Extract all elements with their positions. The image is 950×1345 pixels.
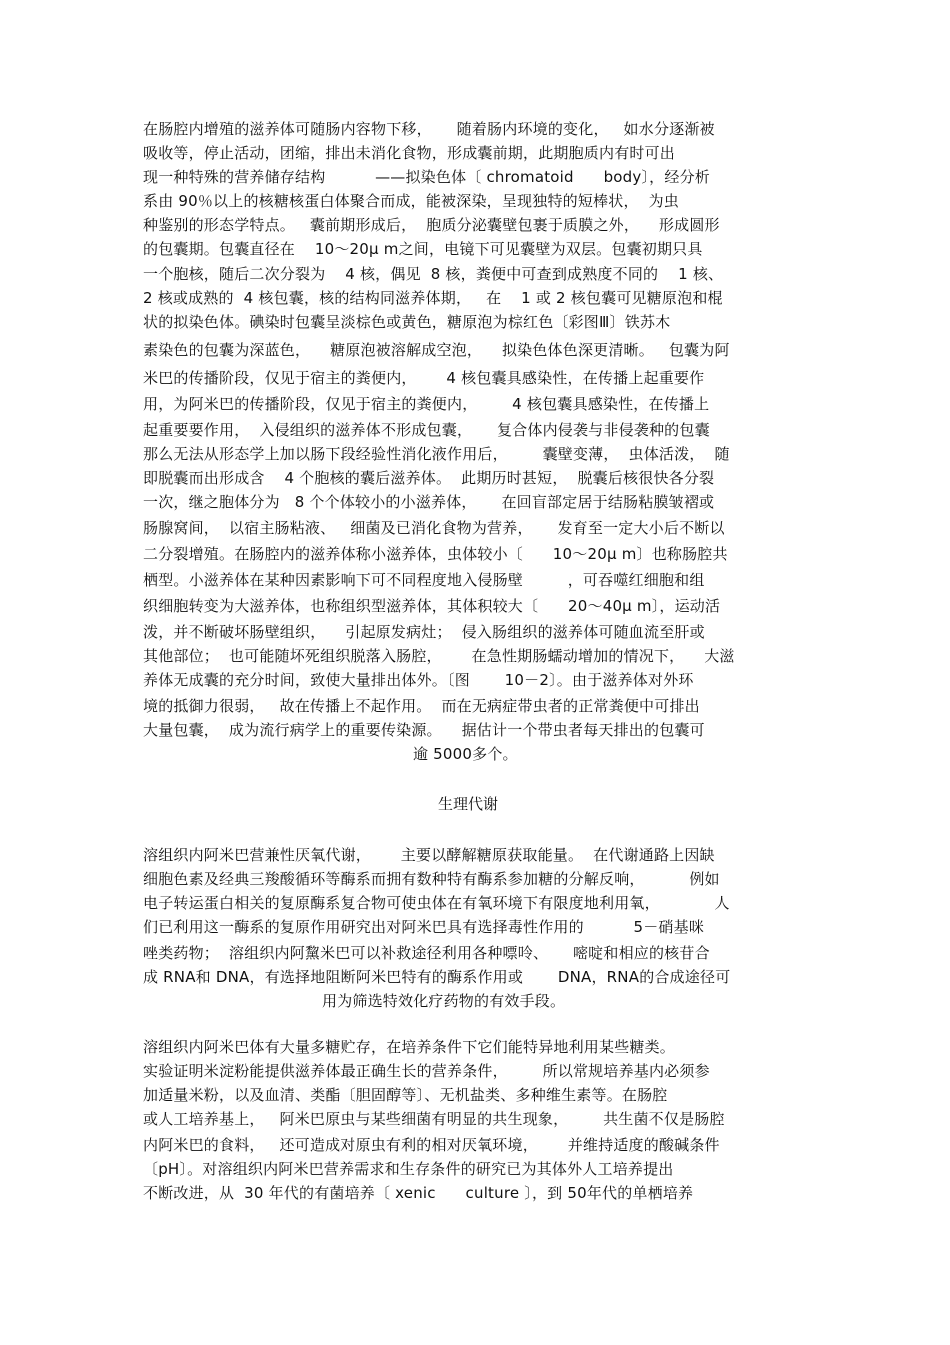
text-line: 种鉴别的形态学特点。 囊前期形成后， 胞质分泌囊壁包裹于质膜之外， 形成圆形 (143, 216, 720, 234)
text-line: 即脱囊而出形成含 4 个胞核的囊后滋养体。 此期历时甚短， 脱囊后核很快各分裂 (143, 469, 715, 487)
text-line: 泼，并不断破坏肠壁组织， 引起原发病灶； 侵入肠组织的滋养体可随血流至肝或 (143, 623, 705, 641)
text-line: 状的拟染色体。碘染时包囊呈淡棕色或黄色，糖原泡为棕红色〔彩图Ⅲ〕铁苏木 (143, 313, 671, 331)
text-line: 唑类药物； 溶组织内阿黧米巴可以补救途径利用各种嘌呤、 嘧啶和相应的核苷合 (143, 944, 710, 962)
text-line: 成 RNA和 DNA，有选择地阻断阿米巴特有的酶系作用或 DNA，RNA的合成途径可 (143, 968, 731, 986)
text-line: 逾 5000多个。 (413, 745, 518, 763)
text-line: 肠腺窝间， 以宿主肠粘液、 细菌及已消化食物为营养， 发育至一定大小后不断以 (143, 519, 725, 537)
section-heading: 生理代谢 (438, 795, 499, 813)
text-line: 的包囊期。包囊直径在 10～20μ m之间，电镜下可见囊壁为双层。包囊初期只具 (143, 240, 703, 258)
text-line: 织细胞转变为大滋养体，也称组织型滋养体，其体积较大〔 20～40μ m〕，运动活 (143, 597, 721, 615)
text-line: 或人工培养基上， 阿米巴原虫与某些细菌有明显的共生现象， 共生菌不仅是肠腔 (143, 1110, 725, 1128)
text-line: 栖型。小滋养体在某种因素影响下可不同程度地入侵肠壁 ，可吞噬红细胞和组 (143, 571, 705, 589)
text-line: 溶组织内阿米巴营兼性厌氧代谢， 主要以酵解糖原获取能量。 在代谢通路上因缺 (143, 846, 715, 864)
text-line: 不断改进，从 30 年代的有菌培养〔 xenic culture 〕，到 50年代的单栖培养 (143, 1184, 694, 1202)
text-line: 细胞色素及经典三羧酸循环等酶系而拥有数种特有酶系参加糖的分解反响， 例如 (143, 870, 720, 888)
text-line: 现一种特殊的营养储存结构 ——拟染色体〔 chromatoid body〕，经分析 (143, 168, 710, 186)
text-line: 一次，继之胞体分为 8 个个体较小的小滋养体， 在回盲部定居于结肠粘膜皱褶或 (143, 493, 715, 511)
text-line: 养体无成囊的充分时间，致使大量排出体外。〔图 10－2〕。由于滋养体对外环 (143, 671, 694, 689)
text-line: 〔pH〕。对溶组织内阿米巴营养需求和生存条件的研究已为其体外人工培养提出 (143, 1160, 674, 1178)
text-line: 一个胞核，随后二次分裂为 4 核，偶见 8 核，粪便中可查到成熟度不同的 1 核、 (143, 265, 724, 283)
text-line: 在肠腔内增殖的滋养体可随肠内容物下移， 随着肠内环境的变化， 如水分逐渐被 (143, 120, 715, 138)
text-line: 米巴的传播阶段，仅见于宿主的粪便内， 4 核包囊具感染性，在传播上起重要作 (143, 369, 705, 387)
text-line: 素染色的包囊为深蓝色， 糖原泡被溶解成空泡， 拟染色体色深更清晰。 包囊为阿 (143, 341, 730, 359)
text-line: 内阿米巴的食料， 还可造成对原虫有利的相对厌氧环境， 并维持适度的酸碱条件 (143, 1136, 720, 1154)
text-line: 二分裂增殖。在肠腔内的滋养体称小滋养体，虫体较小〔 10～20μ m〕也称肠腔共 (143, 545, 728, 563)
text-line: 电子转运蛋白相关的复原酶系复合物可使虫体在有氧环境下有限度地利用氧， 人 (143, 894, 730, 912)
text-line: 吸收等，停止活动，团缩，排出未消化食物，形成囊前期，此期胞质内有时可出 (143, 144, 676, 162)
text-line: 那么无法从形态学上加以肠下段经验性消化液作用后， 囊壁变薄， 虫体活泼， 随 (143, 445, 730, 463)
text-line: 实验证明米淀粉能提供滋养体最正确生长的营养条件， 所以常规培养基内必须参 (143, 1062, 710, 1080)
text-line: 2 核或成熟的 4 核包囊，核的结构同滋养体期， 在 1 或 2 核包囊可见糖原泡和棍 (143, 289, 723, 307)
text-line: 其他部位； 也可能随坏死组织脱落入肠腔， 在急性期肠蠕动增加的情况下， 大滋 (143, 647, 735, 665)
text-line: 用，为阿米巴的传播阶段，仅见于宿主的粪便内， 4 核包囊具感染性，在传播上 (143, 395, 710, 413)
text-line: 大量包囊， 成为流行病学上的重要传染源。 据估计一个带虫者每天排出的包囊可 (143, 721, 705, 739)
text-line: 用为筛选特效化疗药物的有效手段。 (322, 992, 566, 1010)
text-line: 们已利用这一酶系的复原作用研究出对阿米巴具有选择毒性作用的 5－硝基咪 (143, 918, 705, 936)
text-line: 系由 90％以上的核糖核蛋白体聚合而成，能被深染，呈现独特的短棒状， 为虫 (143, 192, 679, 210)
text-line: 起重要要作用， 入侵组织的滋养体不形成包囊， 复合体内侵袭与非侵袭种的包囊 (143, 421, 710, 439)
text-line: 溶组织内阿米巴体有大量多糖贮存，在培养条件下它们能特异地利用某些糖类。 (143, 1038, 676, 1056)
text-line: 加适量米粉，以及血清、类酯〔胆固醇等〕、无机盐类、多种维生素等。在肠腔 (143, 1086, 668, 1104)
text-line: 境的抵御力很弱， 故在传播上不起作用。 而在无病症带虫者的正常粪便中可排出 (143, 697, 700, 715)
